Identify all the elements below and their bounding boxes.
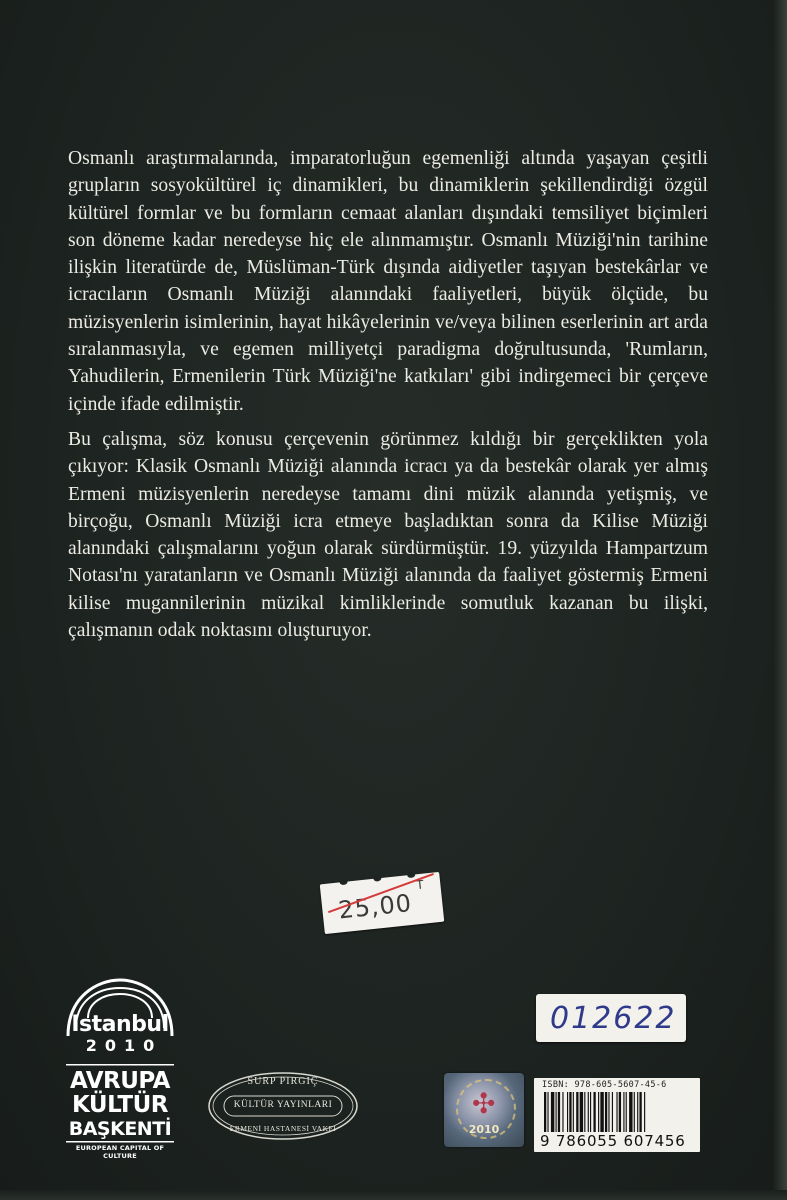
blurb-paragraph-1: Osmanlı araştırmalarında, imparatorluğun egemenliği altında yaşayan çeşitli grupların sosyokültürel iç dinamikleri, bu dinamiklerin şekillendirdiği özgül kültürel formlar ve bu formların cemaat alanları dışındaki temsiliyet biçimleri son döneme kadar neredeyse hiç ele alınmamıştır. Osmanlı Müziği'nin tarihine ilişkin literatürde de, Müslüman-Türk dışında aidiyetler taşıyan bestekârlar ve icracıların Osmanlı Müziği alanındaki faaliyetleri, büyük ölçüde, bu müzisyenlerin isimlerinin, hayat hikâyelerinin ve/veya bilinen eserlerinin art arda sıralanmasıyla, ve egemen milliyetçi paradigma doğrultusunda, 'Rumların, Yahudilerin, Ermenilerin Türk Müziği'ne katkıları' gibi indirgemeci bir çerçeve içinde ifade edilmiştir. [68,148,708,415]
barcode-bars-icon [540,1092,694,1132]
istanbul-2010-logo [58,978,182,1172]
hologram-emblem-icon: ✣ [472,1087,496,1120]
stock-number: 012622 [550,1001,677,1036]
hologram-year: 2010 [468,1123,500,1136]
isbn-text: ISBN: 978-605-5607-45-6 [542,1080,667,1090]
cover-edge-bottom [0,1190,787,1200]
price-currency-mark: T [415,877,425,893]
logo-line-kultur: KÜLTÜR [71,1092,169,1118]
barcode-digits: 9 786055 607456 [540,1132,686,1150]
logo-line-baskenti: BAŞKENTİ [68,1118,172,1140]
back-cover-blurb [68,145,708,652]
publisher-logo [206,1070,360,1142]
logo-line-avrupa: AVRUPA [70,1068,170,1094]
publisher-middle-text: KÜLTÜR YAYINLARI [233,1100,333,1110]
logo-istanbul-text: Istanbul [71,1012,169,1037]
publisher-bottom-text: ERMENİ HASTANESİ VAKFI [229,1124,337,1133]
price-value: 25,00 [337,888,414,925]
logo-year-text: 2010 [85,1036,163,1055]
publisher-top-text: SURP PIRGIÇ [247,1076,319,1087]
logo-english-caption: EUROPEAN CAPITAL OF CULTURE [75,1144,165,1160]
barcode-label [534,1078,700,1152]
ministry-hologram-sticker [444,1073,524,1147]
cover-edge-right [773,0,787,1200]
stock-number-label [536,994,686,1042]
blurb-paragraph-2: Bu çalışma, söz konusu çerçevenin görünmez kıldığı bir gerçeklikten yola çıkıyor: Klasik Osmanlı Müziği alanında icracı ya da bestekâr olarak yer almış Ermeni müzisyenlerin neredeyse tamamı dini müzik alanında yetişmiş, ve birçoğu, Osmanlı Müziği icra etmeye başladıktan sonra da Kilise Müziği alanındaki çalışmalarını yoğun olarak sürdürmüştür. 19. yüzyılda Hampartzum Notası'nı yaratanların ve Osmanlı Müziği alanında da faaliyet göstermiş Ermeni kilise mugannilerinin müzikal kimliklerinde somutluk kazanan bu ilişki, çalışmanın odak noktasını oluşturuyor. [68,428,708,642]
